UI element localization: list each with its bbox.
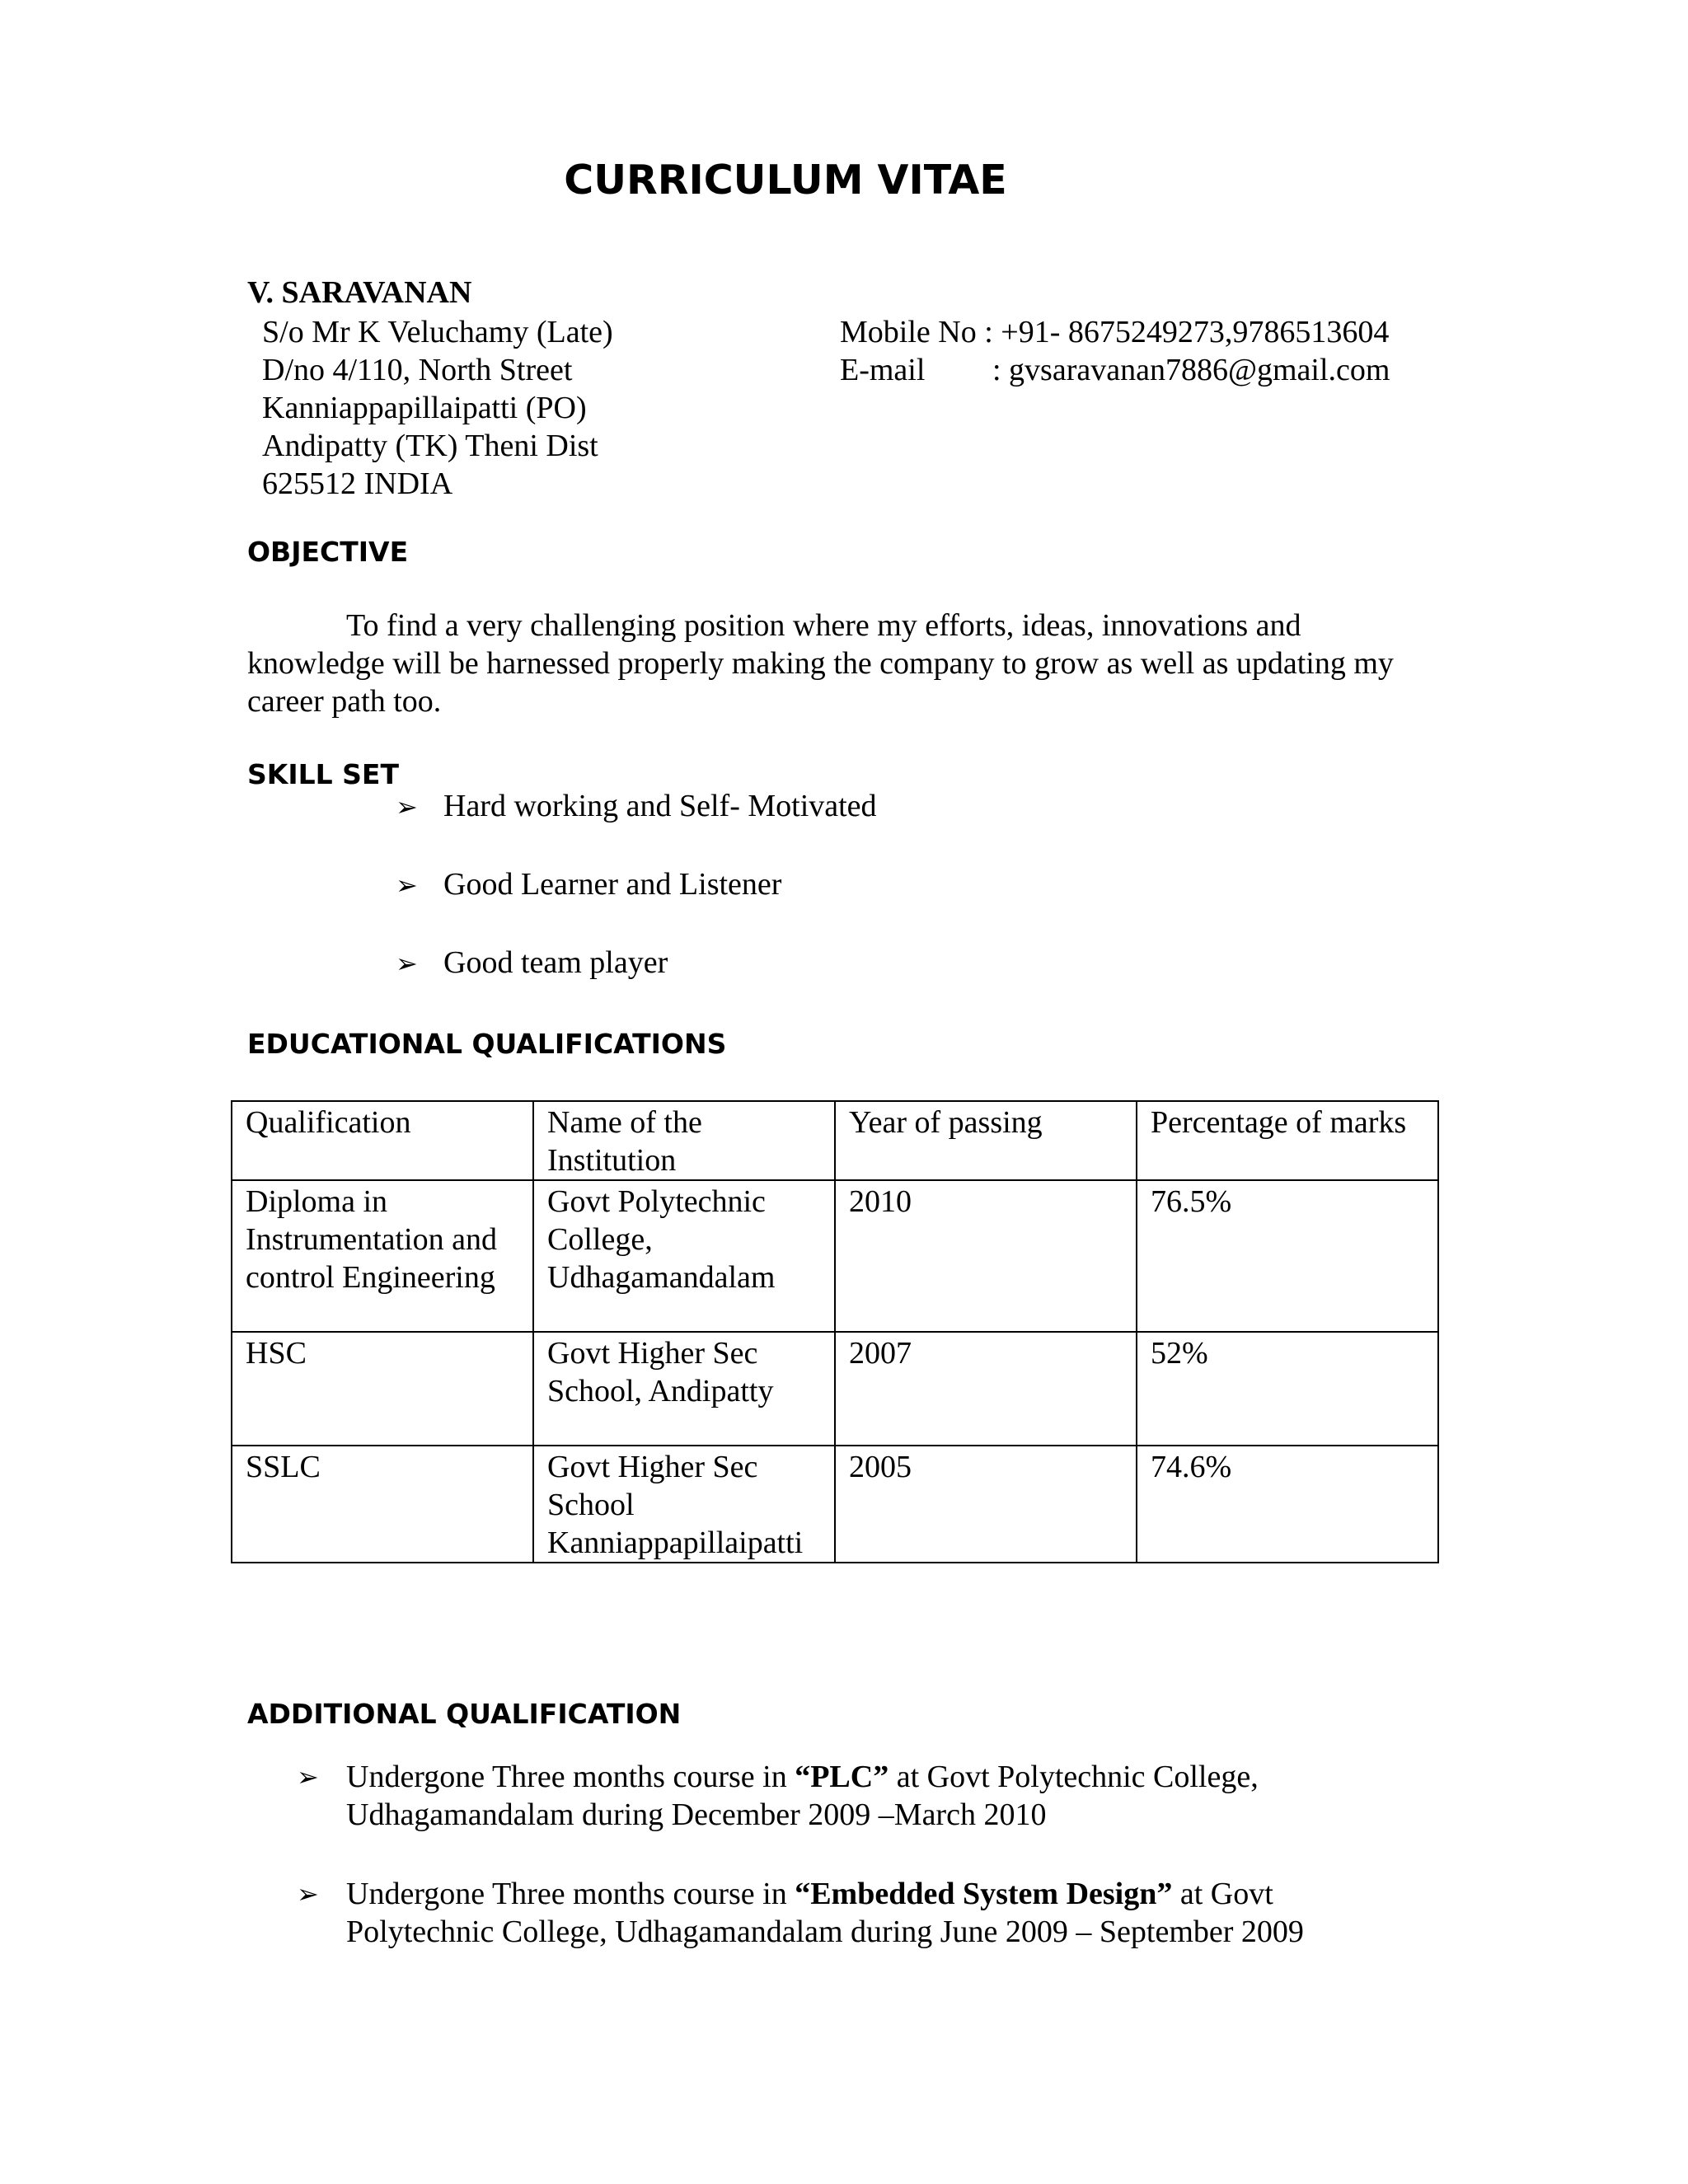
address-line: Andipatty (TK) Theni Dist [262, 429, 598, 463]
objective-text [247, 607, 1426, 720]
table-header-row [232, 1101, 1438, 1180]
table-row [232, 1332, 1438, 1446]
additional-item-pre: Undergone Three months course in [346, 1760, 795, 1794]
column-header: Name of the Institution [533, 1101, 835, 1180]
document-title: CURRICULUM VITAE [564, 157, 1007, 204]
additional-item-post: at Govt Polytechnic College, Udhagamandalam during June 2009 – September 2009 [346, 1877, 1304, 1949]
table-row [232, 1180, 1438, 1332]
address-line: 625512 INDIA [262, 466, 453, 501]
additional-item-post: at Govt Polytechnic College, Udhagamandalam during December 2009 –March 2010 [346, 1760, 1259, 1832]
email-value: : gvsaravanan7886@gmail.com [992, 353, 1390, 387]
arrow-bullet-icon: ➢ [297, 1878, 319, 1910]
arrow-bullet-icon: ➢ [396, 869, 418, 901]
table-row [232, 1446, 1438, 1563]
address-block [262, 313, 613, 503]
course-name: “PLC” [795, 1760, 889, 1794]
education-table [231, 1100, 1439, 1563]
education-heading: EDUCATIONAL QUALIFICATIONS [247, 1028, 727, 1060]
skill-item [396, 944, 668, 982]
address-line: Kanniappapillaipatti (PO) [262, 391, 587, 425]
additional-item-text [346, 1875, 1418, 1951]
table-cell: HSC [232, 1332, 533, 1446]
table-cell: Diploma in Instrumentation and control Engineering [232, 1180, 533, 1332]
skills-heading: SKILL SET [247, 758, 399, 790]
objective-heading: OBJECTIVE [247, 536, 409, 568]
table-cell: 2005 [835, 1446, 1137, 1563]
candidate-name: V. SARAVANAN [247, 275, 472, 310]
skill-item [396, 865, 781, 904]
skill-text: Hard working and Self- Motivated [443, 789, 877, 823]
arrow-bullet-icon: ➢ [297, 1761, 319, 1793]
skill-text: Good Learner and Listener [443, 867, 782, 902]
table-cell: Govt Higher Sec School, Andipatty [533, 1332, 835, 1446]
table-cell: Govt Polytechnic College, Udhagamandalam [533, 1180, 835, 1332]
objective-body: To find a very challenging position where my efforts, ideas, innovations and knowledge will be harnessed properly making the company to grow as well as updating my career path too. [247, 608, 1394, 719]
column-header: Percentage of marks [1137, 1101, 1438, 1180]
table-cell: 74.6% [1137, 1446, 1438, 1563]
table-cell: 2010 [835, 1180, 1137, 1332]
mobile-value: +91- 8675249273,9786513604 [1001, 315, 1390, 349]
additional-qualification-heading: ADDITIONAL QUALIFICATION [247, 1698, 682, 1730]
additional-item-pre: Undergone Three months course in [346, 1877, 795, 1911]
table-cell: Govt Higher Sec School Kanniappapillaipatti [533, 1446, 835, 1563]
table-cell: 2007 [835, 1332, 1137, 1446]
column-header: Qualification [232, 1101, 533, 1180]
contact-block [840, 313, 1390, 389]
skill-item [396, 787, 877, 826]
arrow-bullet-icon: ➢ [396, 948, 418, 979]
column-header: Year of passing [835, 1101, 1137, 1180]
email-label: E-mail [840, 353, 926, 387]
skill-text: Good team player [443, 945, 668, 980]
table-cell: SSLC [232, 1446, 533, 1563]
additional-item-text [346, 1758, 1418, 1834]
mobile-label: Mobile No : [840, 315, 993, 349]
table-cell: 52% [1137, 1332, 1438, 1446]
arrow-bullet-icon: ➢ [396, 791, 418, 823]
email-row [840, 351, 1390, 389]
table-cell: 76.5% [1137, 1180, 1438, 1332]
address-line: D/no 4/110, North Street [262, 353, 573, 387]
additional-item [297, 1758, 1467, 1840]
mobile-row [840, 313, 1390, 351]
additional-item [297, 1875, 1467, 1957]
address-line: S/o Mr K Veluchamy (Late) [262, 315, 613, 349]
course-name: “Embedded System Design” [795, 1877, 1173, 1911]
